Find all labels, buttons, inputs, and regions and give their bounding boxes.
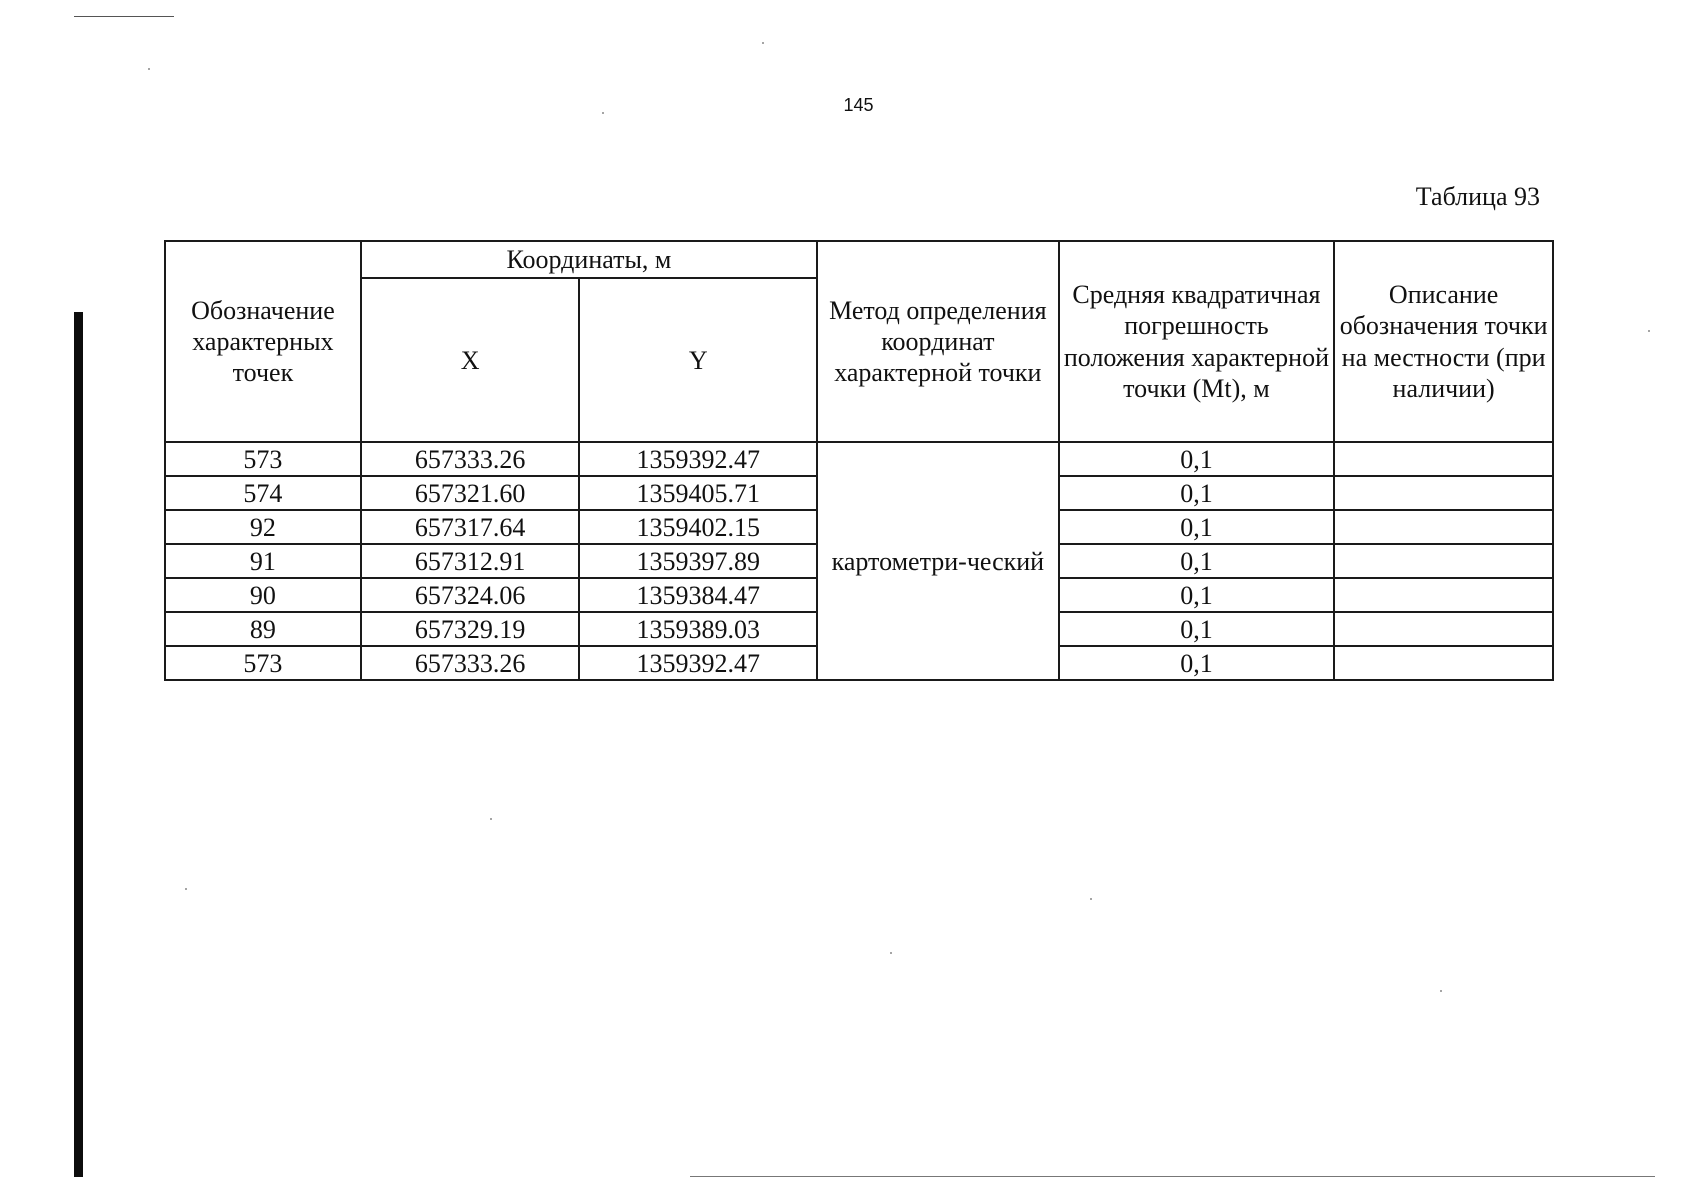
point-cell: 90 [165,578,361,612]
point-cell: 574 [165,476,361,510]
scan-artifact-bottom-line [690,1176,1655,1177]
scan-speck [1648,330,1650,332]
y-cell: 1359389.03 [579,612,817,646]
x-cell: 657312.91 [361,544,580,578]
table-caption: Таблица 93 [1415,182,1540,211]
point-cell: 573 [165,442,361,476]
mt-cell: 0,1 [1059,646,1335,680]
mt-cell: 0,1 [1059,510,1335,544]
y-cell: 1359392.47 [579,442,817,476]
scan-speck [1090,898,1092,900]
scan-speck [1440,990,1442,992]
point-cell: 91 [165,544,361,578]
x-cell: 657324.06 [361,578,580,612]
description-cell [1334,476,1553,510]
description-cell [1334,442,1553,476]
method-cell: картометри-ческий [817,442,1059,680]
mt-cell: 0,1 [1059,544,1335,578]
y-cell: 1359397.89 [579,544,817,578]
y-cell: 1359402.15 [579,510,817,544]
mt-cell: 0,1 [1059,578,1335,612]
x-cell: 657333.26 [361,442,580,476]
x-cell: 657333.26 [361,646,580,680]
page-number: 145 [843,95,874,115]
x-cell: 657329.19 [361,612,580,646]
y-cell: 1359384.47 [579,578,817,612]
x-cell: 657317.64 [361,510,580,544]
description-cell [1334,646,1553,680]
header-y: Y [579,278,817,442]
scan-artifact-left-bar [74,312,83,1177]
y-cell: 1359392.47 [579,646,817,680]
header-method: Метод определения координат характерной точки [817,241,1059,442]
scan-speck [185,888,187,890]
point-cell: 89 [165,612,361,646]
point-cell: 573 [165,646,361,680]
scan-speck [490,818,492,820]
coordinates-table [164,240,1554,681]
point-cell: 92 [165,510,361,544]
mt-cell: 0,1 [1059,442,1335,476]
header-x: X [361,278,580,442]
mt-cell: 0,1 [1059,612,1335,646]
scan-speck [890,952,892,954]
description-cell [1334,544,1553,578]
table-row [165,442,1553,476]
mt-cell: 0,1 [1059,476,1335,510]
header-coordinates: Координаты, м [361,241,817,278]
scan-artifact-top-line [74,16,174,17]
description-cell [1334,510,1553,544]
scan-speck [148,68,150,70]
scan-speck [762,42,764,44]
description-cell [1334,578,1553,612]
description-cell [1334,612,1553,646]
y-cell: 1359405.71 [579,476,817,510]
header-point-designation: Обозначение характерных точек [165,241,361,442]
header-description: Описание обозначения точки на местности (при наличии) [1334,241,1553,442]
header-mean-square-error: Средняя квадратичная погрешность положения характерной точки (Mt), м [1059,241,1335,442]
x-cell: 657321.60 [361,476,580,510]
